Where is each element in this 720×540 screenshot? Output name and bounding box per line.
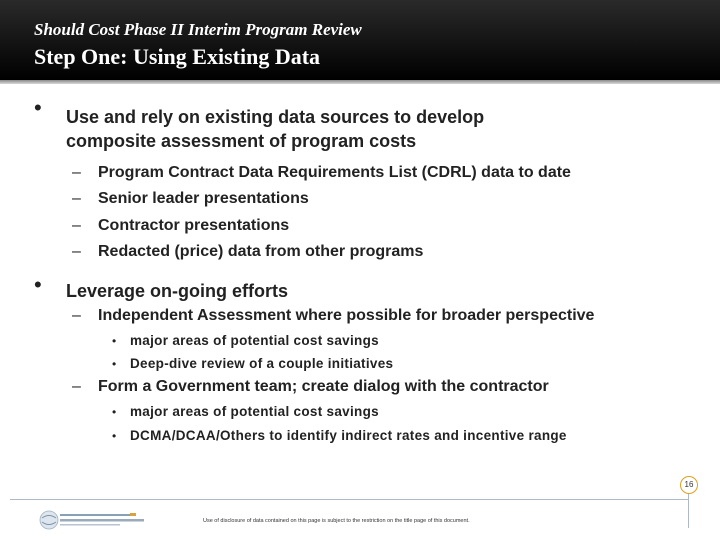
sub-sub-bullet-text: Deep-dive review of a couple initiatives [130, 356, 394, 371]
slide-title: Step One: Using Existing Data [34, 44, 321, 69]
bullet-text: Leverage on-going efforts [66, 281, 289, 301]
dash-marker: – [72, 307, 81, 324]
sub-bullet-text: Program Contract Data Requirements List (CDRL) data to date [98, 164, 571, 181]
small-bullet-marker: • [112, 405, 117, 419]
company-logo [38, 509, 148, 531]
footer-disclaimer: Use of disclosure of data contained on this page is subject to the restriction on the title page of this document. [203, 518, 470, 524]
dash-marker: – [72, 190, 81, 207]
sub-bullet-text: Form a Government team; create dialog with the contractor [98, 378, 549, 395]
small-bullet-marker: • [112, 429, 117, 443]
sub-bullet-text: Contractor presentations [98, 217, 290, 234]
dash-marker: – [72, 217, 81, 234]
sub-bullet-text: Independent Assessment where possible for broader perspective [98, 307, 595, 324]
footer-divider [10, 499, 688, 500]
bullet-marker: • [34, 272, 42, 297]
sub-sub-bullet-text: major areas of potential cost savings [130, 333, 379, 348]
footer-vertical-divider [688, 492, 689, 528]
bullet-text: composite assessment of program costs [66, 131, 417, 151]
dash-marker: – [72, 164, 81, 181]
presentation-subtitle: Should Cost Phase II Interim Program Review [34, 20, 362, 39]
small-bullet-marker: • [112, 357, 117, 371]
bullet-text: Use and rely on existing data sources to develop [66, 107, 485, 127]
sub-sub-bullet-text: major areas of potential cost savings [130, 404, 379, 419]
dash-marker: – [72, 378, 81, 395]
bullet-marker: • [34, 95, 42, 120]
page-number: 16 [680, 476, 698, 494]
sub-bullet-text: Senior leader presentations [98, 190, 309, 207]
dash-marker: – [72, 243, 81, 260]
sub-sub-bullet-text: DCMA/DCAA/Others to identify indirect rates and incentive range [130, 428, 567, 443]
small-bullet-marker: • [112, 334, 117, 348]
sub-bullet-text: Redacted (price) data from other programs [98, 243, 424, 260]
